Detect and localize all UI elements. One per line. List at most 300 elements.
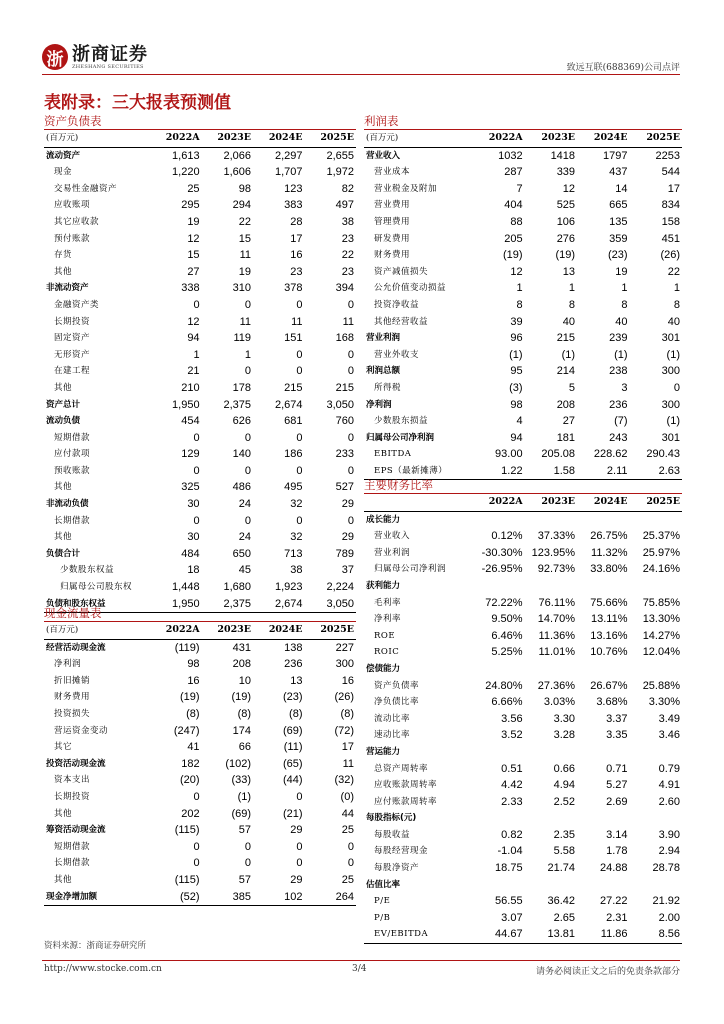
table-row bbox=[44, 789, 356, 806]
cell-value: 21.92 bbox=[652, 895, 680, 908]
cell-value: 3.14 bbox=[606, 828, 628, 841]
cell-value: 2.33 bbox=[501, 795, 523, 808]
cell-value: 22 bbox=[238, 215, 252, 228]
cell-value: 310 bbox=[232, 282, 252, 295]
cell-value: 13.81 bbox=[547, 928, 576, 941]
cell-value: 3.52 bbox=[501, 729, 523, 742]
cell-value: 0 bbox=[244, 365, 252, 378]
table-row bbox=[44, 430, 356, 447]
row-label: 少数股东损益 bbox=[374, 416, 429, 427]
cell-value: 300 bbox=[661, 398, 680, 411]
cell-value: 123 bbox=[284, 182, 303, 195]
cell-value: 0 bbox=[296, 857, 303, 870]
cell-value: 451 bbox=[661, 232, 680, 245]
cell-value: (1) bbox=[561, 348, 576, 361]
table-row bbox=[44, 889, 356, 906]
cell-value: 0.66 bbox=[553, 762, 576, 775]
cash-flow-section bbox=[44, 606, 356, 906]
cell-value: 16 bbox=[290, 249, 303, 262]
row-label: 每股指标(元) bbox=[366, 813, 417, 824]
cell-value bbox=[472, 511, 524, 528]
cell-value: (26) bbox=[660, 249, 680, 262]
table-row bbox=[364, 347, 682, 364]
row-label: 研发费用 bbox=[374, 233, 411, 244]
cell-value: 158 bbox=[661, 215, 680, 228]
table-row bbox=[44, 479, 356, 496]
cell-value: 24 bbox=[238, 531, 252, 544]
cell-value: 82 bbox=[341, 182, 354, 195]
cell-value: 0 bbox=[244, 857, 252, 870]
table-row bbox=[364, 794, 682, 811]
row-label: 预收账款 bbox=[54, 465, 91, 476]
table-row bbox=[364, 247, 682, 264]
row-label: 营运能力 bbox=[366, 746, 401, 757]
cell-value: -1.04 bbox=[497, 845, 523, 858]
cell-value: (119) bbox=[174, 641, 200, 654]
cell-value: (69) bbox=[282, 724, 303, 737]
cell-value: 10.76% bbox=[590, 646, 628, 659]
cell-value: 205.08 bbox=[541, 448, 576, 461]
row-label: 营业利润 bbox=[374, 547, 411, 558]
cell-value: 3.03% bbox=[543, 696, 576, 709]
cell-value: 11.36% bbox=[538, 629, 576, 642]
table-row bbox=[44, 673, 356, 690]
cell-value: 300 bbox=[661, 365, 680, 378]
year-header: 2025E bbox=[320, 624, 354, 635]
cell-value: 40 bbox=[562, 315, 576, 328]
cell-value: 5 bbox=[568, 381, 576, 394]
cell-value: 0 bbox=[296, 348, 303, 361]
table-row bbox=[364, 910, 682, 927]
table-row bbox=[44, 147, 356, 164]
cell-value: 18 bbox=[187, 564, 200, 577]
cell-value: 338 bbox=[181, 282, 200, 295]
row-label: 营业费用 bbox=[374, 200, 411, 211]
cell-value: 8 bbox=[516, 298, 523, 311]
cell-value: 215 bbox=[284, 381, 303, 394]
cell-value bbox=[525, 661, 577, 678]
cell-value: 168 bbox=[335, 332, 354, 345]
row-label: 获利能力 bbox=[366, 580, 401, 591]
cell-value bbox=[630, 578, 682, 595]
cell-value: 98 bbox=[187, 658, 200, 671]
cell-value: 0 bbox=[347, 840, 354, 853]
cell-value: 45 bbox=[238, 564, 252, 577]
cell-value: (26) bbox=[334, 691, 354, 704]
cell-value bbox=[630, 511, 682, 528]
cell-value: 140 bbox=[232, 448, 252, 461]
table-row bbox=[364, 926, 682, 943]
cell-value: (1) bbox=[509, 348, 523, 361]
cell-value: (0) bbox=[340, 790, 354, 803]
cell-value: 3.49 bbox=[658, 712, 680, 725]
table-row bbox=[364, 611, 682, 628]
table-row bbox=[364, 893, 682, 910]
table-row bbox=[364, 380, 682, 397]
cell-value bbox=[577, 810, 629, 827]
table-row bbox=[364, 264, 682, 281]
row-label: 每股净资产 bbox=[374, 863, 420, 874]
cell-value: 0.51 bbox=[501, 762, 523, 775]
income-statement-section bbox=[364, 114, 682, 480]
cell-value: 0 bbox=[296, 365, 303, 378]
row-label: 应收账款周转率 bbox=[374, 780, 438, 791]
cell-value: (32) bbox=[334, 774, 354, 787]
year-header: 2024E bbox=[268, 624, 303, 635]
table-row bbox=[364, 578, 682, 595]
unit-header: (百万元) bbox=[366, 133, 399, 143]
row-label: 折旧摊销 bbox=[54, 675, 91, 686]
cell-value: 2.52 bbox=[553, 795, 576, 808]
cell-value: 6.66% bbox=[491, 696, 523, 709]
cell-value: 1 bbox=[516, 282, 523, 295]
row-label: EBITDA bbox=[374, 449, 412, 460]
cell-value: 294 bbox=[232, 199, 252, 212]
table-row bbox=[364, 363, 682, 380]
table-row bbox=[364, 694, 682, 711]
cell-value: 3.07 bbox=[501, 911, 523, 924]
cell-value bbox=[525, 578, 577, 595]
cell-value: 238 bbox=[609, 365, 628, 378]
row-label: 营业成本 bbox=[374, 167, 411, 178]
cell-value: 29 bbox=[290, 824, 303, 837]
cell-value: 0 bbox=[193, 464, 200, 477]
cell-value: 1.78 bbox=[606, 845, 628, 858]
row-label: 流动负债 bbox=[46, 416, 81, 427]
row-label: ROE bbox=[374, 630, 396, 641]
cell-value: (1) bbox=[614, 348, 628, 361]
cell-value: 5.27 bbox=[606, 779, 628, 792]
cell-value: 0 bbox=[244, 298, 252, 311]
row-label: 现金净增加额 bbox=[46, 891, 98, 902]
cell-value: 0 bbox=[347, 464, 354, 477]
logo-mark: 浙 bbox=[42, 44, 68, 70]
cell-value: 1,606 bbox=[223, 166, 252, 179]
row-label: 投资损失 bbox=[54, 708, 91, 719]
row-label: 投资活动现金流 bbox=[46, 758, 106, 769]
row-label: 管理费用 bbox=[374, 216, 411, 227]
row-label: 净利润 bbox=[54, 659, 82, 670]
table-row bbox=[44, 706, 356, 723]
cell-value: 215 bbox=[335, 381, 354, 394]
cell-value: 287 bbox=[504, 166, 523, 179]
cell-value: 385 bbox=[232, 890, 252, 903]
cell-value: 3.30% bbox=[648, 696, 680, 709]
cell-value bbox=[577, 744, 629, 761]
cell-value: 378 bbox=[284, 282, 303, 295]
year-header: 2023E bbox=[541, 496, 576, 507]
cell-value: 0 bbox=[193, 431, 200, 444]
cell-value: 8 bbox=[568, 298, 576, 311]
cell-value: 13.11% bbox=[591, 613, 628, 626]
cell-value: 2.65 bbox=[553, 911, 576, 924]
cell-value: 8 bbox=[673, 298, 680, 311]
cell-value: 12 bbox=[187, 232, 200, 245]
table-row bbox=[44, 546, 356, 563]
table-row bbox=[44, 231, 356, 248]
table-row bbox=[44, 397, 356, 414]
table-row bbox=[44, 181, 356, 198]
row-label: 财务费用 bbox=[374, 250, 411, 261]
cell-value: 11 bbox=[291, 315, 303, 328]
row-label: 预付账款 bbox=[54, 233, 91, 244]
row-label: 其他 bbox=[54, 808, 73, 819]
cell-value: 497 bbox=[335, 199, 354, 212]
year-header: 2025E bbox=[646, 496, 680, 507]
cell-value: 11 bbox=[342, 315, 354, 328]
cell-value: (115) bbox=[174, 824, 200, 837]
row-label: 营业外收支 bbox=[374, 349, 420, 360]
row-label: P/B bbox=[374, 912, 391, 923]
disclaimer: 请务必阅读正文之后的免责条款部分 bbox=[535, 967, 680, 977]
table-row bbox=[44, 280, 356, 297]
cell-value bbox=[577, 877, 629, 894]
cell-value: 236 bbox=[609, 398, 628, 411]
table-row bbox=[364, 761, 682, 778]
ratios-section bbox=[364, 478, 682, 944]
cell-value: 17 bbox=[341, 741, 354, 754]
cell-value: 0 bbox=[193, 298, 200, 311]
cell-value: 11.32% bbox=[591, 546, 628, 559]
section-title: 主要财务比率 bbox=[364, 478, 682, 494]
table-row bbox=[364, 528, 682, 545]
table-row bbox=[44, 855, 356, 872]
footer-url[interactable]: http://www.stocke.com.cn bbox=[44, 964, 162, 974]
cell-value: 41 bbox=[187, 741, 200, 754]
cell-value: 2.35 bbox=[553, 828, 576, 841]
cell-value: 40 bbox=[615, 315, 628, 328]
cell-value: 21 bbox=[187, 365, 200, 378]
page-title: 表附录：三大报表预测值 bbox=[44, 93, 231, 113]
cell-value bbox=[577, 511, 629, 528]
row-label: 固定资产 bbox=[54, 333, 91, 344]
table-row bbox=[44, 413, 356, 430]
cell-value: 25.88% bbox=[642, 679, 680, 692]
cell-value: -26.95% bbox=[481, 563, 523, 576]
cell-value: 1,923 bbox=[274, 581, 303, 594]
cell-value: (20) bbox=[180, 774, 200, 787]
cell-value: 1,448 bbox=[172, 581, 200, 594]
table-row bbox=[364, 214, 682, 231]
row-label: 估值比率 bbox=[366, 879, 401, 890]
year-header: 2025E bbox=[646, 132, 680, 143]
cell-value: 233 bbox=[335, 448, 354, 461]
cell-value: 15 bbox=[238, 232, 252, 245]
cell-value: 96 bbox=[510, 332, 523, 345]
cell-value: 102 bbox=[284, 890, 303, 903]
cell-value: 394 bbox=[335, 282, 354, 295]
logo bbox=[42, 44, 148, 70]
cell-value: 0 bbox=[193, 857, 200, 870]
cell-value: 12.04% bbox=[642, 646, 680, 659]
cell-value: 1,950 bbox=[172, 398, 200, 411]
cell-value: 205 bbox=[504, 232, 523, 245]
cell-value: 208 bbox=[556, 398, 576, 411]
year-header: 2022A bbox=[488, 132, 523, 143]
cell-value bbox=[472, 744, 524, 761]
cell-value: 404 bbox=[504, 199, 523, 212]
row-label: 其他经营收益 bbox=[374, 316, 429, 327]
cell-value: 4.91 bbox=[658, 779, 680, 792]
row-label: 归属母公司净利润 bbox=[374, 564, 447, 575]
row-label: 归属母公司净利润 bbox=[366, 432, 435, 443]
year-header: 2023E bbox=[541, 132, 576, 143]
cell-value: 437 bbox=[609, 166, 628, 179]
cell-value: 66 bbox=[238, 741, 252, 754]
cell-value: (69) bbox=[231, 807, 252, 820]
row-label: 流动资产 bbox=[46, 150, 81, 161]
cell-value: 0 bbox=[347, 431, 354, 444]
cell-value: (33) bbox=[231, 774, 252, 787]
cell-value: 1 bbox=[621, 282, 628, 295]
cell-value: 24.88 bbox=[599, 862, 628, 875]
cell-value: 383 bbox=[284, 199, 303, 212]
cell-value: 0 bbox=[673, 381, 680, 394]
year-header: 2022A bbox=[165, 624, 200, 635]
table-row bbox=[364, 744, 682, 761]
cell-value bbox=[472, 810, 524, 827]
table-row bbox=[364, 678, 682, 695]
row-label: 营运资金变动 bbox=[54, 725, 109, 736]
table-row bbox=[44, 463, 356, 480]
row-label: 应付款项 bbox=[54, 449, 91, 460]
cell-value: 525 bbox=[556, 199, 576, 212]
cell-value: 650 bbox=[232, 547, 252, 560]
cell-value: 3.56 bbox=[501, 712, 523, 725]
table-row bbox=[44, 639, 356, 656]
cell-value: 14.27% bbox=[642, 629, 680, 642]
cell-value: (8) bbox=[289, 707, 303, 720]
row-label: 在建工程 bbox=[54, 366, 91, 377]
table-row bbox=[44, 314, 356, 331]
cell-value: 486 bbox=[232, 481, 252, 494]
cell-value: 0 bbox=[244, 514, 252, 527]
cell-value: 37.33% bbox=[537, 530, 576, 543]
row-label: 资产总计 bbox=[46, 399, 81, 410]
cell-value: 151 bbox=[284, 332, 303, 345]
cell-value: 92.73% bbox=[537, 563, 576, 576]
table-row bbox=[364, 511, 682, 528]
cell-value: 300 bbox=[335, 658, 354, 671]
cell-value: 138 bbox=[284, 641, 303, 654]
cell-value: 2,066 bbox=[223, 149, 252, 162]
cell-value: 7 bbox=[516, 182, 523, 195]
row-label: 其他 bbox=[54, 874, 73, 885]
table-row bbox=[44, 380, 356, 397]
cell-value: 359 bbox=[609, 232, 628, 245]
cell-value: 76.11% bbox=[538, 596, 576, 609]
cell-value: 339 bbox=[556, 166, 576, 179]
table-row bbox=[44, 264, 356, 281]
table-row bbox=[364, 231, 682, 248]
cell-value: (23) bbox=[282, 691, 303, 704]
table-row bbox=[364, 711, 682, 728]
table-row bbox=[44, 689, 356, 706]
row-label: 流动比率 bbox=[374, 713, 411, 724]
cell-value: 186 bbox=[284, 448, 303, 461]
cell-value: 13 bbox=[562, 265, 576, 278]
cell-value: (44) bbox=[282, 774, 303, 787]
cell-value: 0.82 bbox=[501, 828, 523, 841]
cell-value: 3 bbox=[621, 381, 628, 394]
cell-value: 56.55 bbox=[495, 895, 523, 908]
cell-value: 181 bbox=[556, 431, 576, 444]
cell-value: 0 bbox=[347, 514, 354, 527]
header-divider bbox=[42, 74, 680, 75]
cell-value: 290.43 bbox=[646, 448, 680, 461]
table-row bbox=[44, 496, 356, 513]
row-label: 短期借款 bbox=[54, 432, 91, 443]
cell-value: 264 bbox=[335, 890, 354, 903]
row-label: 长期投资 bbox=[54, 316, 91, 327]
cell-value: 11.86 bbox=[600, 928, 628, 941]
cell-value: (1) bbox=[666, 348, 680, 361]
row-label: 少数股东权益 bbox=[60, 565, 115, 576]
cell-value: 23 bbox=[341, 265, 354, 278]
cash-flow-table bbox=[44, 622, 356, 905]
row-label: 长期借款 bbox=[54, 515, 91, 526]
cell-value: 2,375 bbox=[223, 398, 252, 411]
cell-value bbox=[630, 810, 682, 827]
cell-value: 0 bbox=[244, 431, 252, 444]
cell-value: 95 bbox=[510, 365, 523, 378]
table-row bbox=[44, 297, 356, 314]
cell-value: 210 bbox=[181, 381, 200, 394]
cell-value: 13 bbox=[290, 674, 303, 687]
cell-value: 26.75% bbox=[590, 530, 628, 543]
table-row bbox=[364, 877, 682, 894]
row-label: 其它 bbox=[54, 742, 73, 753]
cell-value: 178 bbox=[232, 381, 252, 394]
cell-value: 12 bbox=[187, 315, 200, 328]
unit-header bbox=[364, 494, 472, 511]
row-label: 财务费用 bbox=[54, 692, 91, 703]
page-number: 3/4 bbox=[352, 964, 367, 974]
cell-value: 495 bbox=[284, 481, 303, 494]
cell-value: 1032 bbox=[498, 149, 523, 162]
cell-value: 94 bbox=[510, 431, 523, 444]
cell-value: 10 bbox=[238, 674, 252, 687]
cell-value: 239 bbox=[609, 332, 628, 345]
cell-value: 28.78 bbox=[652, 862, 680, 875]
row-label: 其它应收款 bbox=[54, 216, 100, 227]
table-row bbox=[364, 330, 682, 347]
row-label: 其他 bbox=[54, 266, 73, 277]
row-label: 资产减值损失 bbox=[374, 266, 429, 277]
cell-value: 1.22 bbox=[501, 464, 523, 477]
row-label: 毛利率 bbox=[374, 597, 402, 608]
row-label: 应付账款周转率 bbox=[374, 796, 438, 807]
table-row bbox=[44, 839, 356, 856]
year-header: 2024E bbox=[593, 496, 628, 507]
cell-value: 19 bbox=[187, 215, 200, 228]
table-row bbox=[44, 822, 356, 839]
table-row bbox=[44, 723, 356, 740]
cell-value: 760 bbox=[335, 415, 354, 428]
cell-value: 454 bbox=[181, 415, 200, 428]
cell-value: 94 bbox=[187, 332, 200, 345]
cell-value: 17 bbox=[667, 182, 680, 195]
row-label: 非流动资产 bbox=[46, 283, 89, 294]
cell-value: -30.30% bbox=[481, 546, 523, 559]
cell-value: 23 bbox=[290, 265, 303, 278]
cell-value: 15 bbox=[187, 249, 200, 262]
cell-value bbox=[525, 744, 577, 761]
cell-value: 789 bbox=[335, 547, 354, 560]
cell-value: 22 bbox=[341, 249, 354, 262]
cell-value: 0 bbox=[296, 840, 303, 853]
table-row bbox=[44, 656, 356, 673]
